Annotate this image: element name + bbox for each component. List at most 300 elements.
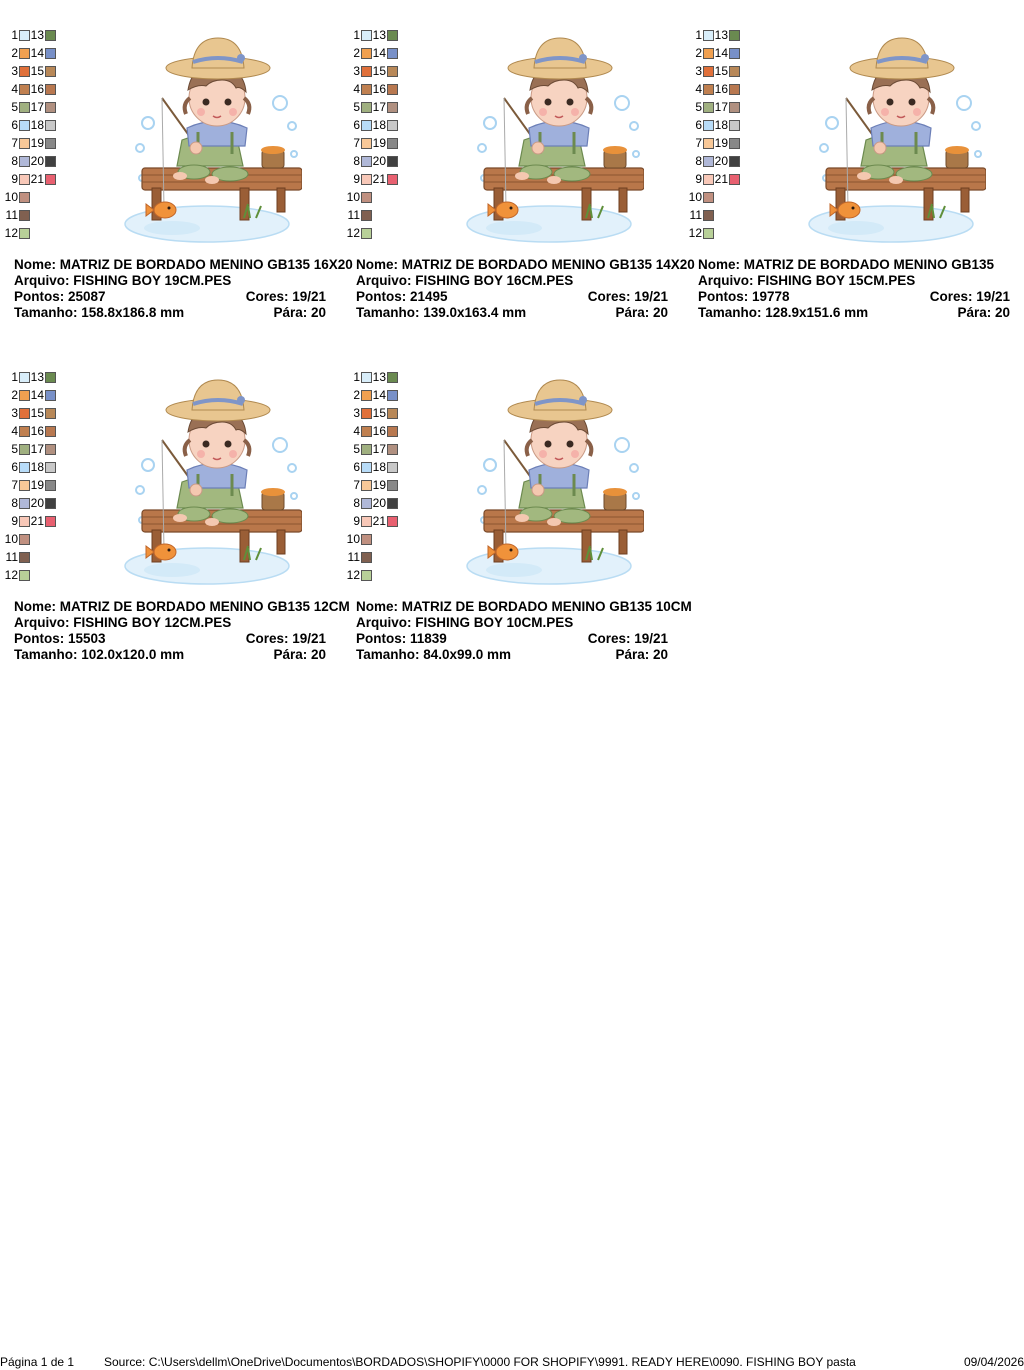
design-name: Nome: MATRIZ DE BORDADO MENINO GB135 14X20 [356, 257, 695, 272]
palette-row [0, 154, 56, 168]
color-swatch [387, 120, 398, 131]
color-number: 4 [353, 424, 360, 438]
color-number: 17 [714, 100, 728, 114]
palette-row [342, 424, 398, 438]
color-number: 6 [695, 118, 702, 132]
color-palette [684, 28, 764, 248]
color-swatch [45, 174, 56, 185]
color-number: 5 [11, 442, 18, 456]
color-number: 6 [11, 118, 18, 132]
color-swatch [45, 516, 56, 527]
color-number: 19 [372, 478, 386, 492]
color-swatch [19, 552, 30, 563]
color-swatch [729, 30, 740, 41]
palette-row [0, 388, 56, 402]
color-swatch [45, 462, 56, 473]
color-number: 12 [346, 568, 360, 582]
color-number: 13 [714, 28, 728, 42]
palette-row [0, 532, 30, 546]
design-card [342, 28, 695, 328]
color-number: 6 [353, 460, 360, 474]
color-swatch [387, 102, 398, 113]
palette-row [0, 406, 56, 420]
color-swatch [45, 372, 56, 383]
color-swatch [387, 66, 398, 77]
color-swatch [387, 174, 398, 185]
palette-row [342, 190, 372, 204]
stitch-count: Pontos: 21495 [356, 289, 448, 304]
design-file: Arquivo: FISHING BOY 19CM.PES [14, 273, 232, 288]
color-number: 3 [353, 64, 360, 78]
palette-row [684, 118, 740, 132]
stitch-count: Pontos: 11839 [356, 631, 447, 646]
color-number: 16 [372, 82, 386, 96]
color-number: 20 [30, 154, 44, 168]
palette-row [342, 64, 398, 78]
color-number: 10 [4, 532, 18, 546]
color-swatch [19, 210, 30, 221]
color-number: 6 [11, 460, 18, 474]
color-swatch [361, 552, 372, 563]
color-number: 2 [353, 46, 360, 60]
palette-row [684, 82, 740, 96]
color-swatch [19, 228, 30, 239]
color-number: 12 [4, 568, 18, 582]
color-palette [342, 28, 422, 248]
color-number: 3 [353, 406, 360, 420]
color-swatch [361, 210, 372, 221]
design-size: Tamanho: 139.0x163.4 mm [356, 305, 527, 320]
palette-row [0, 100, 56, 114]
color-swatch [45, 138, 56, 149]
color-swatch [361, 462, 372, 473]
color-number: 20 [714, 154, 728, 168]
color-number: 3 [11, 406, 18, 420]
print-date: 09/04/2026 [963, 1355, 1024, 1369]
palette-row [0, 514, 56, 528]
color-number: 7 [695, 136, 702, 150]
color-swatch [361, 30, 372, 41]
color-swatch [387, 84, 398, 95]
color-swatch [361, 534, 372, 545]
color-number: 11 [689, 208, 702, 222]
palette-row [0, 460, 56, 474]
color-swatch [361, 390, 372, 401]
color-number: 15 [372, 406, 386, 420]
color-number: 5 [353, 442, 360, 456]
palette-row [0, 82, 56, 96]
palette-row [684, 28, 740, 42]
palette-row [342, 568, 372, 582]
color-swatch [387, 426, 398, 437]
color-swatch [387, 408, 398, 419]
palette-row [342, 208, 372, 222]
color-number: 10 [346, 532, 360, 546]
palette-row [684, 208, 714, 222]
color-number: 21 [30, 172, 44, 186]
design-info [356, 599, 692, 663]
color-number: 9 [11, 172, 18, 186]
color-swatch [729, 156, 740, 167]
color-number: 21 [30, 514, 44, 528]
color-swatch [387, 156, 398, 167]
stitch-count: Pontos: 15503 [14, 631, 106, 646]
color-swatch [729, 102, 740, 113]
palette-row [342, 442, 398, 456]
color-swatch [19, 372, 30, 383]
color-number: 15 [30, 64, 44, 78]
palette-row [342, 514, 398, 528]
color-swatch [703, 138, 714, 149]
color-number: 10 [688, 190, 702, 204]
stitch-count: Pontos: 19778 [698, 289, 790, 304]
color-swatch [361, 426, 372, 437]
color-swatch [361, 480, 372, 491]
color-swatch [703, 102, 714, 113]
color-number: 21 [372, 172, 386, 186]
color-number: 18 [372, 460, 386, 474]
color-number: 12 [688, 226, 702, 240]
palette-row [342, 550, 372, 564]
color-number: 20 [30, 496, 44, 510]
color-number: 15 [372, 64, 386, 78]
color-number: 11 [347, 550, 360, 564]
palette-row [684, 190, 714, 204]
palette-row [0, 118, 56, 132]
color-swatch [361, 138, 372, 149]
color-swatch [361, 120, 372, 131]
color-number: 16 [372, 424, 386, 438]
color-number: 15 [30, 406, 44, 420]
embroidery-preview [454, 370, 644, 590]
color-swatch [45, 156, 56, 167]
color-swatch [729, 48, 740, 59]
design-size: Tamanho: 158.8x186.8 mm [14, 305, 185, 320]
color-swatch [361, 174, 372, 185]
palette-row [342, 82, 398, 96]
design-file: Arquivo: FISHING BOY 10CM.PES [356, 615, 574, 630]
color-number: 17 [372, 100, 386, 114]
color-number: 9 [353, 172, 360, 186]
color-number: 16 [30, 424, 44, 438]
color-number: 4 [353, 82, 360, 96]
palette-row [0, 370, 56, 384]
color-swatch [361, 372, 372, 383]
color-swatch [361, 66, 372, 77]
color-number: 18 [30, 460, 44, 474]
color-number: 13 [30, 28, 44, 42]
color-number: 2 [11, 46, 18, 60]
color-number: 8 [695, 154, 702, 168]
palette-row [0, 226, 30, 240]
page-footer [0, 1354, 1024, 1370]
stitch-count: Pontos: 25087 [14, 289, 106, 304]
color-swatch [703, 210, 714, 221]
color-swatch [387, 138, 398, 149]
color-number: 1 [11, 28, 18, 42]
color-number: 20 [372, 154, 386, 168]
embroidery-preview [112, 370, 302, 590]
palette-row [342, 478, 398, 492]
color-number: 1 [11, 370, 18, 384]
color-number: 13 [372, 28, 386, 42]
page-number: Página 1 de 1 [0, 1355, 75, 1369]
color-swatch [19, 516, 30, 527]
palette-row [684, 100, 740, 114]
color-swatch [45, 444, 56, 455]
color-swatch [19, 30, 30, 41]
color-swatch [361, 48, 372, 59]
color-swatch [387, 390, 398, 401]
color-number: 8 [353, 154, 360, 168]
color-swatch [361, 156, 372, 167]
color-swatch [45, 102, 56, 113]
embroidery-preview [112, 28, 302, 248]
palette-row [0, 442, 56, 456]
design-file: Arquivo: FISHING BOY 15CM.PES [698, 273, 916, 288]
color-swatch [19, 444, 30, 455]
color-swatch [703, 30, 714, 41]
design-name: Nome: MATRIZ DE BORDADO MENINO GB135 10CM [356, 599, 692, 614]
palette-row [0, 478, 56, 492]
color-number: 2 [695, 46, 702, 60]
color-swatch [703, 192, 714, 203]
color-number: 7 [353, 478, 360, 492]
color-count: Cores: 19/21 [245, 289, 326, 304]
palette-row [342, 496, 398, 510]
color-swatch [361, 228, 372, 239]
design-card [684, 28, 1024, 328]
color-number: 1 [353, 370, 360, 384]
color-number: 3 [695, 64, 702, 78]
stop-count: Pára: 20 [615, 647, 668, 662]
color-number: 18 [372, 118, 386, 132]
color-number: 11 [347, 208, 360, 222]
stop-count: Pára: 20 [273, 647, 326, 662]
color-number: 20 [372, 496, 386, 510]
color-number: 8 [353, 496, 360, 510]
color-palette [342, 370, 422, 590]
palette-row [342, 532, 372, 546]
color-number: 2 [11, 388, 18, 402]
palette-row [342, 154, 398, 168]
color-count: Cores: 19/21 [929, 289, 1010, 304]
color-number: 14 [30, 388, 44, 402]
palette-row [342, 136, 398, 150]
color-number: 4 [11, 82, 18, 96]
palette-row [342, 100, 398, 114]
color-swatch [45, 426, 56, 437]
design-image [112, 370, 302, 590]
color-number: 14 [372, 46, 386, 60]
palette-row [0, 208, 30, 222]
color-swatch [387, 480, 398, 491]
color-swatch [19, 390, 30, 401]
color-number: 18 [714, 118, 728, 132]
color-number: 2 [353, 388, 360, 402]
color-number: 9 [695, 172, 702, 186]
color-swatch [361, 84, 372, 95]
color-palette [0, 370, 80, 590]
color-swatch [729, 138, 740, 149]
color-swatch [45, 408, 56, 419]
color-number: 1 [695, 28, 702, 42]
color-swatch [387, 48, 398, 59]
color-swatch [45, 30, 56, 41]
palette-row [0, 568, 30, 582]
color-number: 6 [353, 118, 360, 132]
color-number: 14 [372, 388, 386, 402]
color-swatch [19, 498, 30, 509]
color-number: 12 [4, 226, 18, 240]
color-swatch [45, 390, 56, 401]
color-number: 7 [11, 136, 18, 150]
color-count: Cores: 19/21 [587, 631, 668, 646]
color-swatch [703, 228, 714, 239]
color-number: 10 [346, 190, 360, 204]
color-number: 19 [30, 478, 44, 492]
design-name: Nome: MATRIZ DE BORDADO MENINO GB135 [698, 257, 995, 272]
color-swatch [45, 498, 56, 509]
color-number: 4 [695, 82, 702, 96]
color-swatch [19, 66, 30, 77]
palette-row [0, 550, 30, 564]
design-card [0, 370, 350, 670]
color-number: 5 [353, 100, 360, 114]
palette-row [684, 136, 740, 150]
palette-row [342, 118, 398, 132]
design-size: Tamanho: 128.9x151.6 mm [698, 305, 869, 320]
color-swatch [45, 84, 56, 95]
embroidery-preview [796, 28, 986, 248]
color-number: 3 [11, 64, 18, 78]
color-swatch [387, 372, 398, 383]
color-number: 13 [30, 370, 44, 384]
color-swatch [387, 444, 398, 455]
color-palette [0, 28, 80, 248]
color-swatch [729, 174, 740, 185]
palette-row [0, 28, 56, 42]
color-swatch [19, 480, 30, 491]
color-number: 7 [11, 478, 18, 492]
color-swatch [19, 426, 30, 437]
color-swatch [19, 156, 30, 167]
color-number: 18 [30, 118, 44, 132]
palette-row [0, 136, 56, 150]
color-number: 11 [5, 208, 18, 222]
color-number: 17 [30, 442, 44, 456]
color-swatch [45, 120, 56, 131]
palette-row [0, 172, 56, 186]
color-swatch [387, 516, 398, 527]
palette-row [684, 154, 740, 168]
source-path: Source: C:\Users\dellm\OneDrive\Documentos\BORDADOS\SHOPIFY\0000 FOR SHOPIFY\9991. READY HERE\0090. FISHING BOY pasta [104, 1355, 856, 1369]
color-swatch [45, 480, 56, 491]
palette-row [684, 46, 740, 60]
color-swatch [19, 534, 30, 545]
color-swatch [387, 462, 398, 473]
design-info [698, 257, 1024, 321]
color-number: 14 [714, 46, 728, 60]
color-swatch [361, 408, 372, 419]
stop-count: Pára: 20 [957, 305, 1010, 320]
color-swatch [729, 66, 740, 77]
color-number: 15 [714, 64, 728, 78]
color-swatch [361, 192, 372, 203]
palette-row [342, 406, 398, 420]
design-size: Tamanho: 84.0x99.0 mm [356, 647, 512, 662]
color-swatch [19, 120, 30, 131]
color-count: Cores: 19/21 [587, 289, 668, 304]
color-number: 8 [11, 154, 18, 168]
color-swatch [19, 84, 30, 95]
palette-row [0, 46, 56, 60]
color-swatch [19, 138, 30, 149]
palette-row [342, 28, 398, 42]
palette-row [342, 226, 372, 240]
color-number: 13 [372, 370, 386, 384]
design-image [454, 370, 644, 590]
color-swatch [361, 498, 372, 509]
design-card [0, 28, 353, 328]
design-image [796, 28, 986, 248]
color-swatch [387, 30, 398, 41]
color-swatch [703, 174, 714, 185]
color-swatch [361, 570, 372, 581]
color-number: 17 [30, 100, 44, 114]
color-number: 16 [30, 82, 44, 96]
palette-row [0, 424, 56, 438]
design-info [356, 257, 695, 321]
design-file: Arquivo: FISHING BOY 16CM.PES [356, 273, 574, 288]
color-swatch [19, 570, 30, 581]
color-number: 8 [11, 496, 18, 510]
color-number: 10 [4, 190, 18, 204]
color-number: 9 [11, 514, 18, 528]
stop-count: Pára: 20 [615, 305, 668, 320]
design-info [14, 257, 353, 321]
color-swatch [45, 66, 56, 77]
palette-row [342, 172, 398, 186]
color-swatch [703, 120, 714, 131]
design-info [14, 599, 350, 663]
color-swatch [729, 84, 740, 95]
color-number: 16 [714, 82, 728, 96]
palette-row [0, 64, 56, 78]
palette-row [342, 388, 398, 402]
color-swatch [703, 84, 714, 95]
design-size: Tamanho: 102.0x120.0 mm [14, 647, 185, 662]
color-number: 14 [30, 46, 44, 60]
color-swatch [19, 48, 30, 59]
color-swatch [729, 120, 740, 131]
palette-row [684, 172, 740, 186]
palette-row [342, 370, 398, 384]
design-name: Nome: MATRIZ DE BORDADO MENINO GB135 12CM [14, 599, 350, 614]
design-name: Nome: MATRIZ DE BORDADO MENINO GB135 16X20 [14, 257, 353, 272]
color-number: 5 [695, 100, 702, 114]
design-file: Arquivo: FISHING BOY 12CM.PES [14, 615, 232, 630]
color-swatch [387, 498, 398, 509]
color-swatch [19, 102, 30, 113]
color-swatch [19, 408, 30, 419]
color-number: 19 [714, 136, 728, 150]
design-image [112, 28, 302, 248]
color-number: 21 [714, 172, 728, 186]
color-swatch [703, 156, 714, 167]
color-swatch [361, 444, 372, 455]
color-number: 7 [353, 136, 360, 150]
